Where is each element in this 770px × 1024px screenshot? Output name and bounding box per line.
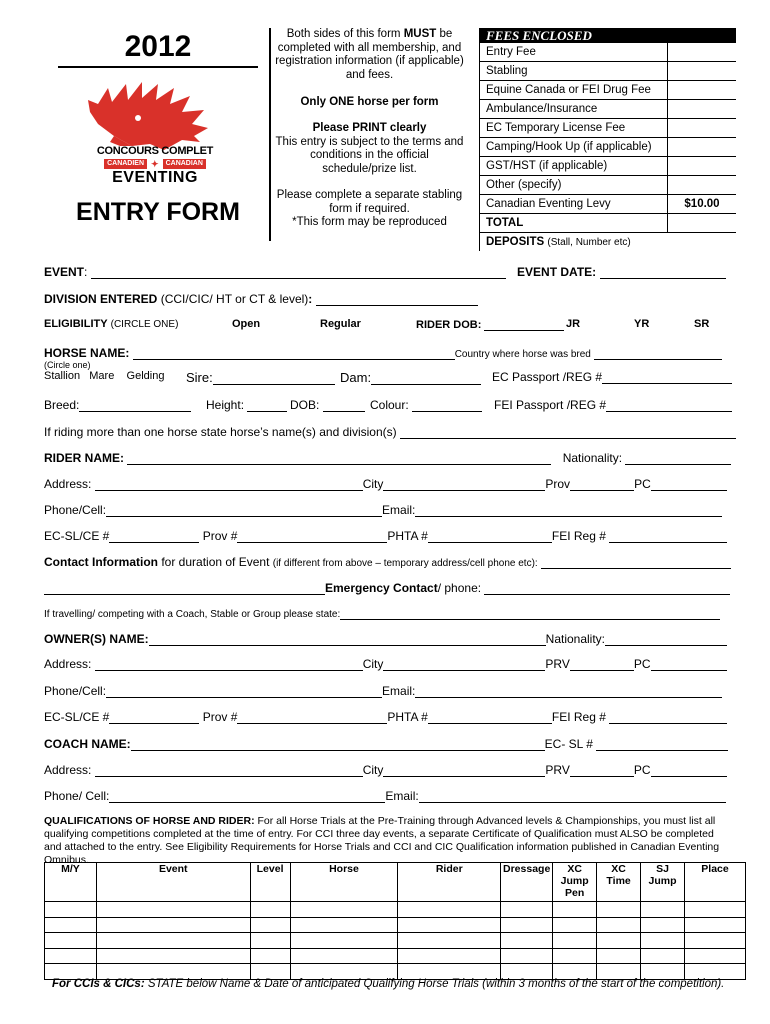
- coach-city-field[interactable]: [383, 764, 545, 777]
- horse-name-field[interactable]: [133, 347, 455, 360]
- owner-prv-field[interactable]: [570, 658, 634, 671]
- coach-name-label: COACH NAME:: [44, 737, 131, 751]
- qual-table-cell[interactable]: [398, 948, 501, 964]
- rider-fei-field[interactable]: [609, 530, 727, 543]
- fee-amount-field[interactable]: [667, 176, 736, 194]
- rider-city-label: City: [362, 477, 384, 491]
- qual-column-header: Horse: [290, 863, 398, 902]
- logo-text-line2: [90, 159, 220, 169]
- rider-address-field[interactable]: [95, 478, 363, 491]
- coach-name-line: [44, 737, 726, 751]
- fee-row: [480, 176, 736, 195]
- qual-table-cell[interactable]: [597, 902, 641, 918]
- qual-table-cell[interactable]: [501, 964, 553, 980]
- qual-table-cell[interactable]: [96, 948, 250, 964]
- ec-passport-label: EC Passport /REG #: [492, 370, 603, 384]
- height-field[interactable]: [247, 399, 287, 412]
- coach-ec-label: EC- SL #: [544, 737, 593, 751]
- owner-fei-field[interactable]: [609, 711, 727, 724]
- qual-table-cell[interactable]: [45, 964, 97, 980]
- qual-table-row: [45, 964, 746, 980]
- qual-table-cell[interactable]: [553, 917, 597, 933]
- deposits-note: (Stall, Number etc): [547, 237, 631, 248]
- rider-phone-line: [44, 503, 726, 517]
- division-label: DIVISION ENTERED: [44, 292, 158, 306]
- sire-label: Sire:: [186, 370, 213, 385]
- coach-ec-field[interactable]: [596, 738, 728, 751]
- fee-amount-field[interactable]: $10.00: [667, 195, 736, 213]
- eligibility-line: [44, 318, 726, 330]
- qualifications-heading: QUALIFICATIONS OF HORSE AND RIDER:: [44, 815, 255, 827]
- qual-column-header: Dressage: [501, 863, 553, 902]
- coach-group-field[interactable]: [340, 607, 720, 620]
- rider-email-field[interactable]: [415, 504, 722, 517]
- fee-row: [480, 157, 736, 176]
- instruction-text: Both sides of this form: [286, 28, 404, 40]
- owner-prov-num-label: Prov #: [202, 710, 238, 724]
- rider-prov-num-label: Prov #: [202, 529, 238, 543]
- sex-stallion[interactable]: Stallion: [44, 370, 81, 382]
- qual-table-cell[interactable]: [290, 948, 398, 964]
- rider-nationality-field[interactable]: [625, 452, 731, 465]
- fee-amount-field[interactable]: [667, 81, 736, 99]
- fee-amount-field[interactable]: [667, 100, 736, 118]
- rider-numbers-line: [44, 529, 726, 543]
- qual-column-header: M/Y: [45, 863, 97, 902]
- event-line: EVENT: EVENT DATE:: [44, 265, 726, 279]
- print-clearly-note: Please PRINT clearly: [312, 122, 427, 134]
- fee-amount-field[interactable]: [667, 138, 736, 156]
- instructions-block-3: [272, 189, 467, 230]
- coach-name-field[interactable]: [131, 738, 545, 751]
- qual-table-cell[interactable]: [641, 917, 685, 933]
- qual-table-cell[interactable]: [250, 933, 290, 949]
- sex-mare[interactable]: Mare: [89, 370, 115, 382]
- rider-prov-label: Prov: [545, 477, 571, 491]
- emergency-line: [44, 581, 726, 595]
- colour-field[interactable]: [412, 399, 482, 412]
- year-underline: [58, 66, 258, 68]
- qual-table-cell[interactable]: [685, 917, 746, 933]
- owner-nationality-label: Nationality:: [545, 632, 606, 646]
- qual-table-cell[interactable]: [501, 917, 553, 933]
- qual-table-row: [45, 948, 746, 964]
- rider-prov-field[interactable]: [570, 478, 634, 491]
- fee-label: Camping/Hook Up (if applicable): [486, 141, 652, 153]
- fee-amount-field[interactable]: [667, 62, 736, 80]
- instruction-emphasis: MUST: [403, 28, 437, 40]
- eligibility-label: ELIGIBILITY: [44, 318, 108, 330]
- eligibility-regular[interactable]: Regular: [320, 318, 361, 330]
- fee-label: Canadian Eventing Levy: [486, 198, 611, 210]
- fee-row: [480, 119, 736, 138]
- qual-table-cell[interactable]: [398, 902, 501, 918]
- reproduced-note: *This form may be reproduced: [292, 216, 447, 228]
- owner-phta-field[interactable]: [428, 711, 552, 724]
- owner-name-label: OWNER(S) NAME:: [44, 632, 149, 646]
- fee-row: [480, 81, 736, 100]
- emergency-phone-field[interactable]: [484, 582, 730, 595]
- owner-name-field[interactable]: [149, 633, 546, 646]
- rider-phone-label: Phone/Cell:: [44, 503, 107, 517]
- coach-email-label: Email:: [385, 789, 419, 803]
- emergency-label: Emergency Contact: [325, 581, 438, 595]
- coach-address-label: Address:: [44, 763, 92, 777]
- fee-amount-field[interactable]: [667, 157, 736, 175]
- coach-city-label: City: [362, 763, 384, 777]
- qual-column-header: SJ Jump: [641, 863, 685, 902]
- qual-table-cell[interactable]: [45, 933, 97, 949]
- logo-canadien: CANADIEN: [104, 159, 147, 169]
- rider-name-label: RIDER NAME:: [44, 451, 124, 465]
- fee-row: [480, 100, 736, 119]
- owner-fei-label: FEI Reg #: [551, 710, 606, 724]
- owner-phta-label: PHTA #: [387, 710, 428, 724]
- rider-name-field[interactable]: [127, 452, 551, 465]
- eligibility-note: (CIRCLE ONE): [110, 319, 179, 330]
- rider-email-label: Email:: [382, 503, 416, 517]
- qual-table-cell[interactable]: [553, 902, 597, 918]
- owner-prv-label: PRV: [545, 657, 570, 671]
- qual-table-cell[interactable]: [641, 933, 685, 949]
- owner-city-label: City: [362, 657, 384, 671]
- horse-name-label: HORSE NAME:: [44, 346, 130, 360]
- qual-table-cell[interactable]: [398, 917, 501, 933]
- fee-label: Stabling: [486, 65, 528, 77]
- qual-table-cell[interactable]: [45, 917, 97, 933]
- qual-table-row: [45, 933, 746, 949]
- qual-table-cell[interactable]: [250, 902, 290, 918]
- cci-footer-label: For CCIs & CICs:: [52, 978, 145, 990]
- qual-table-row: [45, 902, 746, 918]
- qual-table-cell[interactable]: [96, 917, 250, 933]
- qual-column-header: XC Time: [597, 863, 641, 902]
- deposits-label: DEPOSITS: [486, 236, 545, 248]
- multi-horse-field[interactable]: [400, 426, 736, 439]
- rider-ec-field[interactable]: [109, 530, 199, 543]
- qual-table-cell[interactable]: [641, 902, 685, 918]
- coach-address-line: [44, 763, 726, 777]
- qual-table-cell[interactable]: [501, 902, 553, 918]
- rider-pc-label: PC: [634, 477, 651, 491]
- qualifications-text: [44, 815, 726, 867]
- event-date-label: EVENT DATE:: [517, 265, 597, 279]
- fee-label: Ambulance/Insurance: [486, 103, 598, 115]
- owner-city-field[interactable]: [383, 658, 545, 671]
- coach-prv-label: PRV: [545, 763, 570, 777]
- qual-table-cell[interactable]: [250, 917, 290, 933]
- owner-phone-line: [44, 684, 726, 698]
- fees-enclosed-box: [479, 28, 736, 251]
- qual-table-cell[interactable]: [96, 902, 250, 918]
- owner-ec-field[interactable]: [109, 711, 199, 724]
- qual-table-cell[interactable]: [553, 933, 597, 949]
- rider-fei-label: FEI Reg #: [551, 529, 606, 543]
- stabling-note: Please complete a separate stabling form if required.: [276, 189, 463, 215]
- qual-table-row: [45, 917, 746, 933]
- maple-leaf-icon: ✦: [151, 159, 159, 169]
- owner-email-field[interactable]: [415, 685, 722, 698]
- contact-info-label: Contact Information: [44, 555, 158, 569]
- eligibility-sr[interactable]: SR: [694, 318, 710, 330]
- qual-table-cell[interactable]: [553, 948, 597, 964]
- rider-prov-num-field[interactable]: [237, 530, 387, 543]
- owner-address-field[interactable]: [95, 658, 363, 671]
- emergency-name-field[interactable]: [44, 582, 325, 595]
- multi-horse-line: [44, 425, 726, 439]
- qual-table-cell[interactable]: [501, 933, 553, 949]
- fee-label: Equine Canada or FEI Drug Fee: [486, 84, 651, 96]
- rider-ec-label: EC-SL/CE #: [44, 529, 110, 543]
- coach-address-field[interactable]: [95, 764, 363, 777]
- fee-label: GST/HST (if applicable): [486, 160, 608, 172]
- contact-info-field[interactable]: [541, 556, 731, 569]
- dam-label: Dam:: [340, 370, 372, 385]
- rider-address-line: [44, 477, 726, 491]
- owner-address-line: [44, 657, 726, 671]
- division-field[interactable]: [316, 293, 478, 306]
- fee-total-row: [480, 214, 736, 233]
- contact-info-text: for duration of Event: [158, 555, 273, 569]
- event-field[interactable]: [91, 266, 506, 279]
- owner-address-label: Address:: [44, 657, 92, 671]
- logo-text-line1: CONCOURS COMPLET: [96, 145, 214, 157]
- owner-pc-label: PC: [633, 657, 651, 671]
- qual-table-cell[interactable]: [250, 964, 290, 980]
- qual-table-cell[interactable]: [290, 933, 398, 949]
- coach-phone-line: [44, 789, 726, 803]
- qualifications-body: For all Horse Trials at the Pre-Training through Advanced levels & Championships, you must list all qualifying competitions completed at the time of entry. For CCI three day events, a separate Certificate of Qualification must ALSO be completed and attached to the entry. See Eligibility Requirements for Horse Trials and CCI and CIC Qualification information published in Canadian Eventing Omnibus.: [44, 815, 720, 866]
- qual-table-cell[interactable]: [685, 902, 746, 918]
- owner-phone-label: Phone/Cell:: [44, 684, 107, 698]
- coach-group-label: If travelling/ competing with a Coach, Stable or Group please state:: [44, 609, 341, 620]
- qualifications-body-rows: [45, 902, 746, 980]
- horse-name-line: [44, 346, 726, 360]
- instructions-block-2: [272, 122, 467, 176]
- qual-column-header: Rider: [398, 863, 501, 902]
- fee-label: Entry Fee: [486, 46, 536, 58]
- fee-row: [480, 138, 736, 157]
- qual-table-cell[interactable]: [96, 964, 250, 980]
- header-divider: [269, 28, 271, 241]
- ec-passport-field[interactable]: [602, 371, 732, 384]
- qual-table-cell[interactable]: [45, 902, 97, 918]
- eventing-logo: [80, 80, 230, 190]
- qual-table-cell[interactable]: [290, 902, 398, 918]
- owner-prov-num-field[interactable]: [237, 711, 387, 724]
- coach-phone-label: Phone/ Cell:: [44, 789, 110, 803]
- owner-phone-field[interactable]: [106, 685, 382, 698]
- rider-phone-field[interactable]: [106, 504, 382, 517]
- qual-table-cell[interactable]: [398, 933, 501, 949]
- coach-pc-field[interactable]: [651, 764, 727, 777]
- qual-table-cell[interactable]: [597, 964, 641, 980]
- owner-numbers-line: [44, 710, 726, 724]
- fee-rows: [480, 43, 736, 214]
- rider-name-line: [44, 451, 726, 465]
- fee-amount-field[interactable]: [667, 43, 736, 61]
- eligibility-jr[interactable]: JR: [566, 318, 581, 330]
- rider-city-field[interactable]: [383, 478, 545, 491]
- fee-amount-field[interactable]: [667, 119, 736, 137]
- logo-text-line3: EVENTING: [112, 169, 198, 186]
- qual-column-header: Event: [96, 863, 250, 902]
- rider-address-label: Address:: [44, 477, 92, 491]
- qual-table-cell[interactable]: [553, 964, 597, 980]
- qual-column-header: Level: [250, 863, 290, 902]
- qual-table-cell[interactable]: [597, 917, 641, 933]
- sex-sire-dam-line: [44, 370, 726, 385]
- owner-pc-field[interactable]: [651, 658, 727, 671]
- qual-table-cell[interactable]: [501, 948, 553, 964]
- dob-label: DOB:: [290, 398, 320, 412]
- qual-table-cell[interactable]: [45, 948, 97, 964]
- instruction-text: be completed with all membership, and registration information (if applicable) and fees.: [275, 28, 464, 81]
- coach-phone-field[interactable]: [109, 790, 385, 803]
- event-label: EVENT: [44, 265, 85, 279]
- sex-gelding[interactable]: Gelding: [126, 370, 165, 382]
- height-label: Height:: [206, 398, 245, 412]
- form-title: ENTRY FORM: [76, 198, 240, 226]
- qual-table-cell[interactable]: [96, 933, 250, 949]
- total-label: TOTAL: [486, 217, 524, 229]
- breed-label: Breed:: [44, 398, 80, 412]
- qual-table-cell[interactable]: [250, 948, 290, 964]
- fee-row: [480, 43, 736, 62]
- coach-group-line: [44, 607, 726, 620]
- total-amount-field[interactable]: [667, 214, 736, 232]
- colour-label: Colour:: [370, 398, 409, 412]
- owner-email-label: Email:: [382, 684, 416, 698]
- qual-table-cell[interactable]: [597, 948, 641, 964]
- emergency-phone-label: / phone:: [437, 581, 482, 595]
- rider-pc-field[interactable]: [651, 478, 727, 491]
- contact-info-line: [44, 555, 726, 569]
- owner-nationality-field[interactable]: [605, 633, 727, 646]
- breed-field[interactable]: [79, 399, 191, 412]
- qual-table-cell[interactable]: [641, 948, 685, 964]
- terms-note: This entry is subject to the terms and conditions in the official schedule/prize list.: [275, 135, 464, 175]
- owner-name-line: [44, 632, 726, 646]
- eligibility-yr[interactable]: YR: [634, 318, 650, 330]
- fei-passport-field[interactable]: [606, 399, 732, 412]
- division-note: (CCI/CIC/ HT or CT & level): [160, 292, 309, 306]
- qual-column-header: XC Jump Pen: [553, 863, 597, 902]
- fee-row: [480, 195, 736, 214]
- cci-footer-note: [52, 978, 752, 990]
- circle-one-note: (Circle one): [44, 360, 91, 370]
- fees-heading: FEES ENCLOSED: [480, 28, 736, 43]
- form-year: 2012: [124, 30, 192, 63]
- qual-table-cell[interactable]: [290, 917, 398, 933]
- contact-info-note: (if different from above – temporary address/cell phone etc):: [272, 558, 538, 569]
- dob-field[interactable]: [323, 399, 365, 412]
- qual-table-cell[interactable]: [685, 964, 746, 980]
- qualifications-header-row: [45, 863, 746, 902]
- rider-phta-label: PHTA #: [387, 529, 428, 543]
- fee-label: Other (specify): [486, 179, 562, 191]
- instructions-block-1: [272, 28, 467, 82]
- qual-table-cell[interactable]: [685, 948, 746, 964]
- fee-deposits-row: [480, 233, 736, 251]
- country-bred-label: Country where horse was bred: [454, 349, 591, 360]
- coach-prv-field[interactable]: [570, 764, 634, 777]
- one-horse-note: Only ONE horse per form: [300, 96, 439, 108]
- coach-pc-label: PC: [633, 763, 651, 777]
- country-bred-field[interactable]: [594, 347, 722, 360]
- rider-dob-field[interactable]: [484, 318, 564, 331]
- qual-table-cell[interactable]: [685, 933, 746, 949]
- dam-field[interactable]: [371, 372, 481, 385]
- qual-column-header: Place: [685, 863, 746, 902]
- rider-dob-label: RIDER DOB:: [416, 319, 482, 331]
- qual-table-cell[interactable]: [290, 964, 398, 980]
- owner-ec-label: EC-SL/CE #: [44, 710, 110, 724]
- multi-horse-label: If riding more than one horse state horse’s name(s) and division(s): [44, 425, 397, 439]
- eligibility-open[interactable]: Open: [232, 318, 261, 330]
- sire-field[interactable]: [213, 372, 335, 385]
- coach-email-field[interactable]: [419, 790, 726, 803]
- qual-table-cell[interactable]: [597, 933, 641, 949]
- division-line: DIVISION ENTERED (CCI/CIC/ HT or CT & level):: [44, 292, 726, 306]
- qual-table-cell[interactable]: [398, 964, 501, 980]
- event-date-field[interactable]: [600, 266, 726, 279]
- rider-phta-field[interactable]: [428, 530, 552, 543]
- cci-footer-text: STATE below Name & Date of anticipated Qualifying Horse Trials (within 3 months of the start of the competition).: [144, 978, 725, 990]
- fee-row: [480, 62, 736, 81]
- fee-label: EC Temporary License Fee: [486, 122, 626, 134]
- fei-passport-label: FEI Passport /REG #: [494, 398, 607, 412]
- breed-line: [44, 398, 726, 412]
- qual-table-cell[interactable]: [641, 964, 685, 980]
- qualifications-table: [44, 862, 746, 980]
- logo-canadian: CANADIAN: [163, 159, 206, 169]
- rider-nationality-label: Nationality:: [562, 451, 623, 465]
